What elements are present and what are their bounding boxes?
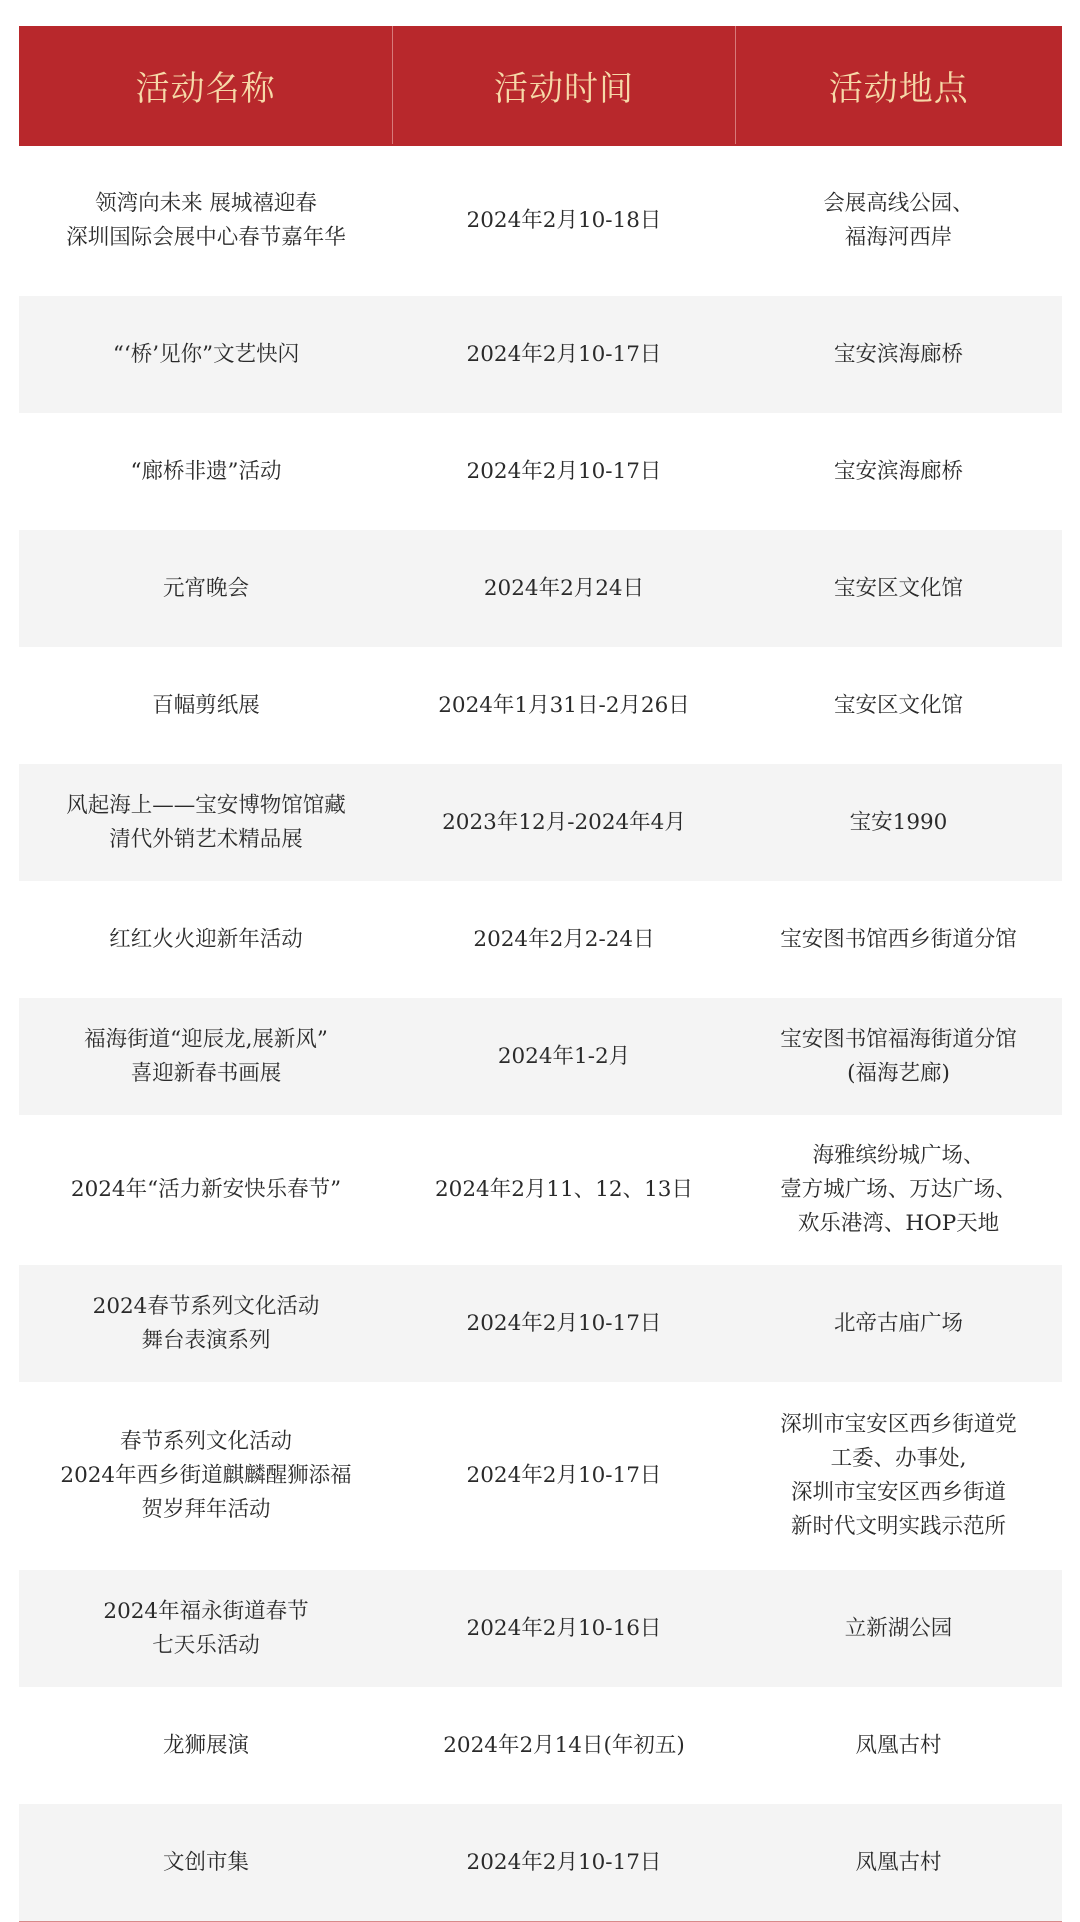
activity-name-cell (19, 413, 393, 530)
cell-text-line: 福海街道“迎辰龙,展新风” (84, 1026, 328, 1052)
cell-text-line: 2024年2月10-17日 (466, 1849, 662, 1875)
cell-text-line: 2024年福永街道春节 (103, 1598, 309, 1624)
cell-text-line: 2024年2月11、12、13日 (435, 1177, 693, 1202)
cell-text-line: 清代外销艺术精品展 (109, 826, 303, 852)
cell-text-line: 2024年1-2月 (497, 1043, 631, 1069)
cell-text-line: 宝安区文化馆 (833, 575, 963, 601)
activity-time-cell (393, 647, 735, 764)
activity-name-cell (19, 1687, 393, 1804)
cell-text-line: 龙狮展演 (162, 1732, 249, 1758)
table-row (19, 1804, 1062, 1921)
cell-text-line: 北帝古庙广场 (833, 1310, 963, 1336)
activity-time-cell (393, 764, 735, 881)
cell-text-line: 红红火火迎新年活动 (109, 926, 303, 952)
table-row (19, 1687, 1062, 1804)
activity-place-cell (735, 881, 1062, 998)
cell-text-line: 2024年2月14日(年初五) (443, 1732, 685, 1758)
activity-name-cell (19, 530, 393, 647)
activity-time-cell (393, 413, 735, 530)
table-row (19, 146, 1062, 296)
activity-place-cell (735, 146, 1062, 296)
cell-text-line: 2023年12月-2024年4月 (442, 809, 686, 835)
cell-text-line: 百幅剪纸展 (152, 692, 260, 718)
cell-text-line: 2024年2月2-24日 (473, 926, 655, 952)
activity-time-cell (393, 146, 735, 296)
cell-text-line: 宝安图书馆福海街道分馆 (780, 1026, 1017, 1052)
header-activity-time: 活动时间 (392, 26, 734, 144)
cell-text-line: 壹方城广场、万达广场、 (780, 1177, 1017, 1202)
table-row (19, 296, 1062, 413)
activity-time-cell (393, 296, 735, 413)
cell-text-line: 凤凰古村 (855, 1732, 942, 1758)
table-row (19, 881, 1062, 998)
activity-name-cell (19, 1570, 393, 1687)
cell-text-line: 2024年2月10-17日 (466, 1310, 662, 1336)
cell-text-line: 2024年1月31日-2月26日 (438, 692, 690, 718)
header-activity-place: 活动地点 (735, 26, 1062, 144)
activity-time-cell (393, 1115, 735, 1265)
cell-text-line: 文创市集 (162, 1849, 249, 1875)
cell-text-line: 2024年2月24日 (483, 575, 645, 601)
activity-name-cell (19, 647, 393, 764)
activity-place-cell (735, 647, 1062, 764)
cell-text-line: 春节系列文化活动 (119, 1429, 292, 1454)
cell-text-line: 宝安滨海廊桥 (833, 341, 963, 367)
cell-text-line: 舞台表演系列 (141, 1327, 271, 1353)
activity-time-cell (393, 1382, 735, 1570)
cell-text-line: 宝安图书馆西乡街道分馆 (780, 926, 1017, 952)
activity-place-cell (735, 296, 1062, 413)
cell-text-line: 会展高线公园、 (823, 191, 974, 216)
activity-name-cell (19, 881, 393, 998)
cell-text-line: 2024年“活力新安快乐春节” (70, 1177, 342, 1202)
cell-text-line: 新时代文明实践示范所 (790, 1514, 1006, 1539)
table-row (19, 530, 1062, 647)
table-row (19, 1115, 1062, 1265)
activity-time-cell (393, 998, 735, 1115)
cell-text-line: 工委、办事处, (830, 1446, 967, 1471)
activity-name-cell (19, 1115, 393, 1265)
cell-text-line: 喜迎新春书画展 (130, 1060, 282, 1086)
activity-place-cell (735, 530, 1062, 647)
cell-text-line: “廊桥非遗”活动 (130, 458, 282, 484)
activity-name-cell (19, 764, 393, 881)
cell-text-line: 风起海上——宝安博物馆馆藏 (66, 792, 346, 818)
header-activity-name: 活动名称 (135, 68, 276, 109)
cell-text-line: 2024年2月10-16日 (466, 1615, 662, 1641)
activity-place-cell (735, 1382, 1062, 1570)
activity-name-cell (19, 1265, 393, 1382)
activity-place-cell (735, 998, 1062, 1115)
table-row (19, 1265, 1062, 1382)
table-row (19, 413, 1062, 530)
table-row (19, 1570, 1062, 1687)
cell-text-line: 深圳市宝安区西乡街道 (790, 1480, 1006, 1505)
activity-place-cell (735, 1687, 1062, 1804)
activity-time-cell (393, 1804, 735, 1921)
cell-text-line: (福海艺廊) (847, 1060, 950, 1086)
cell-text-line: 2024年西乡街道麒麟醒狮添福 (60, 1463, 352, 1488)
table-row (19, 1382, 1062, 1570)
cell-text-line: 2024春节系列文化活动 (92, 1293, 320, 1319)
cell-text-line: 凤凰古村 (855, 1849, 942, 1875)
activity-place-cell (735, 413, 1062, 530)
cell-text-line: “‘桥’见你”文艺快闪 (112, 341, 300, 367)
cell-text-line: 宝安滨海廊桥 (833, 458, 963, 484)
cell-text-line: 深圳市宝安区西乡街道党 (780, 1412, 1017, 1437)
activity-time-cell (393, 1687, 735, 1804)
cell-text-line: 福海河西岸 (844, 225, 953, 250)
cell-text-line: 宝安区文化馆 (833, 692, 963, 718)
cell-text-line: 贺岁拜年活动 (141, 1497, 271, 1522)
table-row (19, 998, 1062, 1115)
events-table (19, 26, 1062, 1922)
activity-place-cell (735, 1804, 1062, 1921)
cell-text-line: 七天乐活动 (152, 1632, 260, 1658)
cell-text-line: 2024年2月10-17日 (466, 341, 662, 367)
activity-place-cell (735, 1570, 1062, 1687)
table-body (19, 146, 1062, 1921)
activity-name-cell (19, 1382, 393, 1570)
activity-place-cell (735, 764, 1062, 881)
cell-text-line: 2024年2月10-17日 (466, 1463, 662, 1488)
activity-time-cell (393, 881, 735, 998)
activity-name-cell (19, 296, 393, 413)
cell-text-line: 2024年2月10-17日 (466, 458, 662, 484)
activity-time-cell (393, 530, 735, 647)
activity-time-cell (393, 1265, 735, 1382)
table-row (19, 764, 1062, 881)
cell-text-line: 元宵晚会 (162, 575, 249, 601)
cell-text-line: 深圳国际会展中心春节嘉年华 (66, 225, 346, 250)
cell-text-line: 海雅缤纷城广场、 (812, 1143, 985, 1168)
table-row (19, 647, 1062, 764)
activity-place-cell (735, 1265, 1062, 1382)
activity-time-cell (393, 1570, 735, 1687)
cell-text-line: 立新湖公园 (844, 1615, 953, 1641)
table-header (19, 26, 1062, 146)
activity-name-cell (19, 146, 393, 296)
activity-name-cell (19, 998, 393, 1115)
cell-text-line: 宝安1990 (849, 809, 948, 835)
cell-text-line: 领湾向未来 展城禧迎春 (95, 191, 317, 216)
activity-name-cell (19, 1804, 393, 1921)
cell-text-line: 2024年2月10-18日 (466, 208, 662, 233)
cell-text-line: 欢乐港湾、HOP天地 (797, 1211, 1000, 1236)
activity-place-cell (735, 1115, 1062, 1265)
